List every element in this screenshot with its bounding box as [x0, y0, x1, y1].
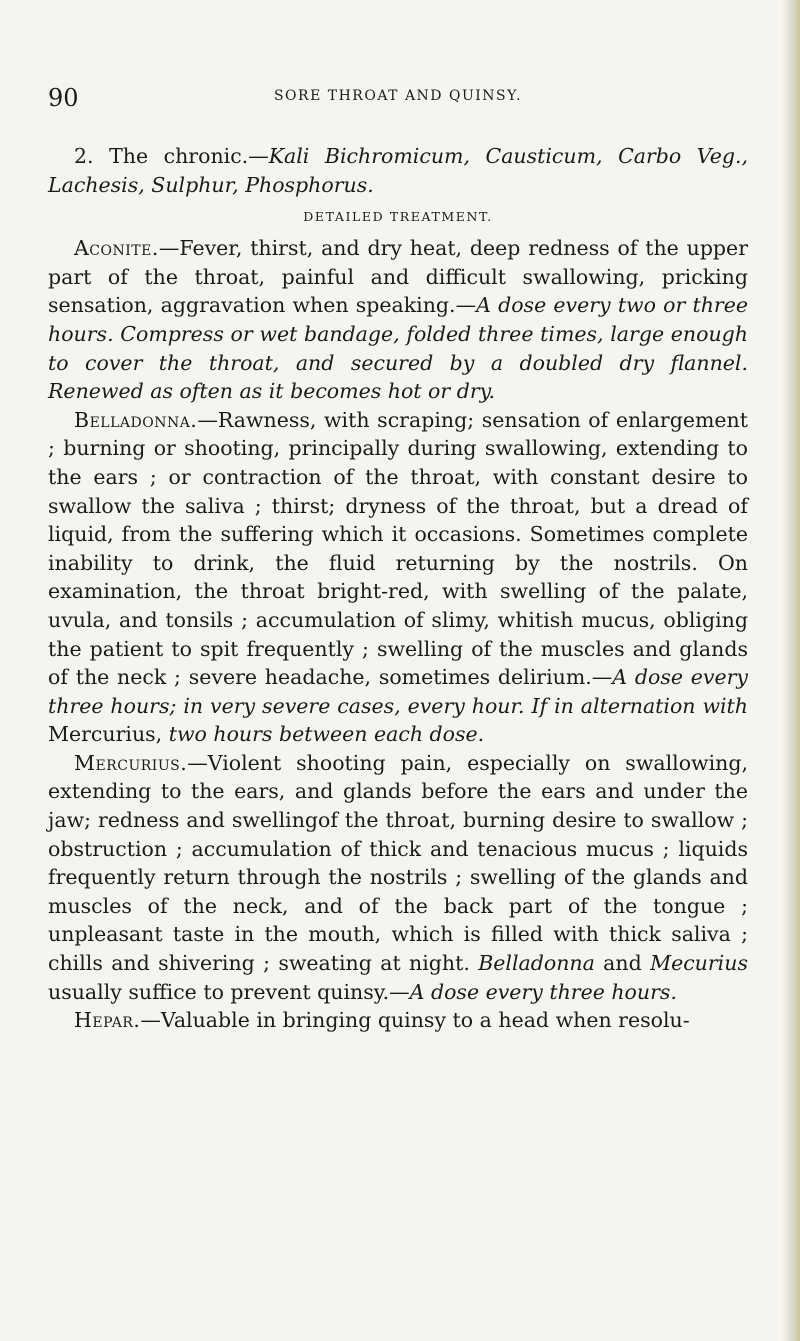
- belladonna-directions-end: two hours between each dose.: [168, 722, 485, 747]
- combo-text: usually suffice to prevent quinsy.—: [48, 979, 410, 1004]
- combo-and: and: [603, 951, 642, 976]
- mercurius-remedy-name: Mercurius.: [74, 750, 188, 775]
- mercurius-paragraph: [48, 749, 748, 1006]
- page-edge-stain: [782, 0, 800, 1341]
- combo-remedy-b: Mecurius: [650, 951, 748, 976]
- chronic-lead: 2. The chronic.—: [74, 144, 269, 168]
- hepar-remedy-name: Hepar.: [74, 1008, 141, 1033]
- mercurius-directions: A dose every three hours.: [409, 979, 677, 1004]
- belladonna-remedy-name: Belladonna.: [74, 407, 198, 432]
- aconite-remedy-name: Aconite.: [74, 236, 159, 261]
- chronic-remedies: Kali Bichromicum, Causticum, Carbo Veg., Lachesis, Sulphur, Phosphorus.: [48, 144, 749, 197]
- section-heading: DETAILED TREATMENT.: [303, 209, 493, 225]
- belladonna-symptoms: —Rawness, with scraping; sensation of enlargement ; burning or shooting, principally during swallowing, extending to the ears ; or contraction of the throat, with constant desire to swallow the saliva ; thirst; dryness of the throat, but a dread of liquid, from the suffering which it occasions. Sometimes complete inability to drink, the fluid returning by the nostrils. On examination, the throat bright-red, with swelling of the palate, uvula, and tonsils ; accumulation of slimy, whitish mucus, obliging the patient to spit frequently ; swelling of the muscles and glands of the neck ; severe headache, sometimes delirium.—: [48, 407, 748, 690]
- page-body: [48, 142, 748, 1035]
- aconite-symptoms: —Fever, thirst, and dry heat, deep redness of the upper part of the throat, painful and difficult swallowing, pricking sensation, aggravation when speaking.—: [48, 236, 748, 318]
- belladonna-directions: A dose every three hours; in very severe cases, every hour. If in alternation with: [48, 665, 748, 718]
- page-header: [48, 84, 748, 120]
- running-head: SORE THROAT AND QUINSY.: [273, 88, 523, 104]
- chronic-paragraph: [48, 142, 748, 199]
- aconite-directions: A dose every two or three hours. Compress or wet bandage, folded three times, large enough to cover the throat, and secured by a doubled dry flannel. Renewed as often as it becomes hot or dry.: [48, 293, 748, 404]
- hepar-text: —Valuable in bringing quinsy to a head when resolu-: [140, 1008, 690, 1033]
- mercurius-symptoms: —Violent shooting pain, especially on swallowing, extending to the ears, and glands before the ears and under the jaw; redness and swellingof the throat, burning desire to swallow ; obstruction ; accumulation of thick and tenacious mucus ; liquids frequently return through the nostrils ; swelling of the glands and muscles of the neck, and of the back part of the tongue ; unpleasant taste in the mouth, which is filled with thick saliva ; chills and shivering ; sweating at night.: [48, 750, 748, 976]
- combo-remedy-a: Belladonna: [478, 951, 595, 976]
- page-number: 90: [48, 84, 79, 112]
- aconite-paragraph: [48, 234, 748, 406]
- belladonna-alt-remedy: Mercurius,: [48, 722, 163, 747]
- belladonna-paragraph: [48, 406, 748, 749]
- hepar-paragraph: [48, 1006, 748, 1035]
